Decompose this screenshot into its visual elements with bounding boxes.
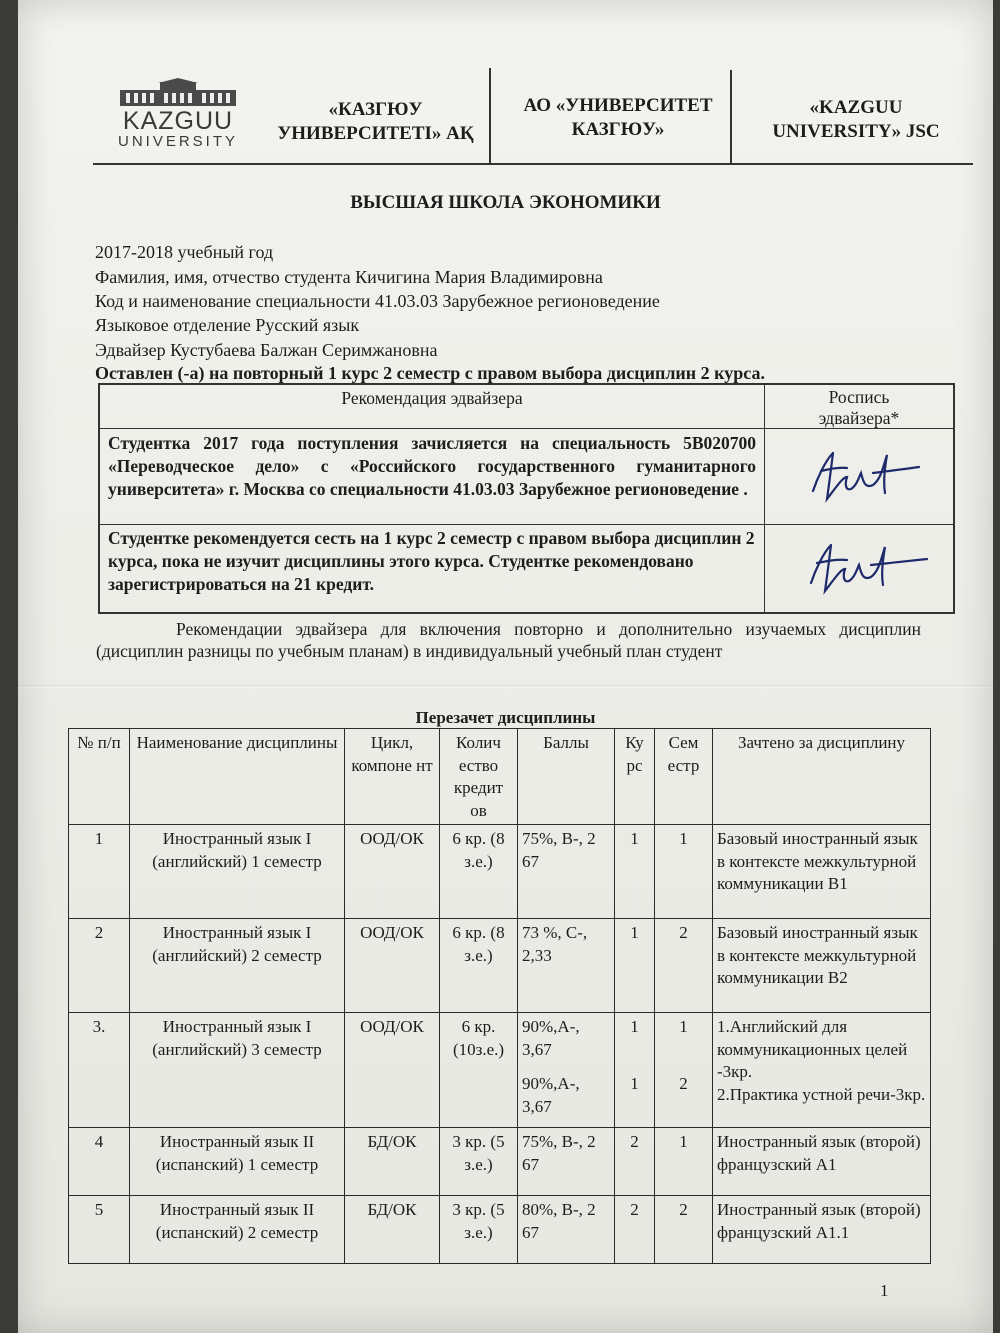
recommendation-paragraph	[96, 618, 921, 662]
row-credits: 6 кр. (8 з.е.)	[440, 825, 518, 919]
header-num: № п/п	[69, 729, 130, 825]
signature-icon	[781, 531, 941, 606]
row-credited: Базовый иностранный язык в контексте межкультурной коммуникации В1	[713, 825, 931, 919]
row-semester: 1	[655, 1128, 713, 1196]
signature-icon	[785, 441, 935, 511]
student-name: Фамилия, имя, отчество студента Кичигина Мария Владимировна	[95, 267, 603, 287]
advisor-signature-cell	[765, 525, 953, 612]
row-num: 1	[69, 825, 130, 919]
row-credited: Иностранный язык (второй) французский А1.1	[713, 1196, 931, 1264]
academic-year: 2017-2018 учебный год	[95, 242, 274, 262]
university-building-icon	[118, 78, 238, 108]
header-credited: Зачтено за дисциплину	[713, 729, 931, 825]
advisor-recommendation-2: Студентке рекомендуется сесть на 1 курс 2 семестр с правом выбора дисциплин 2 курса, пока не изучит дисциплины этого курса. Студентке рекомендовано зарегистрироваться на 21 кредит.	[100, 525, 765, 612]
row-cycle: ООД/ОК	[345, 919, 440, 1013]
header-divider	[730, 70, 732, 165]
page-number: 1	[880, 1281, 889, 1300]
row-score: 75%, В-, 2 67	[518, 825, 615, 919]
table-title: Перезачет дисциплины	[415, 708, 596, 727]
row-course: 1	[615, 919, 655, 1013]
header-cycle: Цикл, компоне нт	[345, 729, 440, 825]
header-semester: Сем естр	[655, 729, 713, 825]
header-rule	[93, 163, 973, 165]
credit-transfer-table	[68, 728, 931, 1264]
document-page	[18, 0, 993, 1333]
row-credits: 6 кр. (10з.е.)	[440, 1013, 518, 1128]
kazguu-logo	[98, 78, 258, 150]
row-credited-cell	[713, 1013, 931, 1128]
department: Языковое отделение Русский язык	[95, 315, 360, 335]
row-name: Иностранный язык I (английский) 3 семестр	[130, 1013, 345, 1128]
row-credits: 3 кр. (5 з.е.)	[440, 1128, 518, 1196]
row-semester-cell	[655, 1013, 713, 1128]
row-course: 2	[615, 1196, 655, 1264]
row-num: 2	[69, 919, 130, 1013]
row-credited-second: 2.Практика устной речи-3кр.	[717, 1084, 926, 1104]
table-row	[69, 1128, 931, 1196]
table-row	[69, 1013, 931, 1128]
specialty: Код и наименование специальности 41.03.03 Зарубежное регионоведение	[95, 291, 660, 311]
student-status: Оставлен (-а) на повторный 1 курс 2 семестр с правом выбора дисциплин 2 курса.	[95, 363, 765, 383]
table-row	[69, 1196, 931, 1264]
row-cycle: БД/ОК	[345, 1196, 440, 1264]
advisor-header-recommendation: Рекомендация эдвайзера	[100, 385, 765, 429]
advisor-table	[98, 383, 955, 614]
row-credited: Иностранный язык (второй) французский А1	[713, 1128, 931, 1196]
row-score: 80%, В-, 2 67	[518, 1196, 615, 1264]
logo-subtitle: UNIVERSITY	[117, 133, 238, 150]
row-score: 73 %, С-, 2,33	[518, 919, 615, 1013]
row-credited: 1.Английский для коммуникационных целей -3кр.	[717, 1017, 908, 1081]
row-course-cell	[615, 1013, 655, 1128]
table-row	[69, 825, 931, 919]
table-header-row	[69, 729, 931, 825]
row-semester-second: 2	[679, 1073, 688, 1093]
row-score: 90%,А-, 3,67	[522, 1017, 580, 1059]
row-semester: 2	[655, 1196, 713, 1264]
header-score: Баллы	[518, 729, 615, 825]
row-name: Иностранный язык II (испанский) 2 семестр	[130, 1196, 345, 1264]
row-cycle: ООД/ОК	[345, 1013, 440, 1128]
row-course: 2	[615, 1128, 655, 1196]
header-credits: Колич ество кредит ов	[440, 729, 518, 825]
row-num: 4	[69, 1128, 130, 1196]
table-row	[69, 919, 931, 1013]
paper-fold	[18, 685, 993, 688]
row-num: 3.	[69, 1013, 130, 1128]
row-cycle: БД/ОК	[345, 1128, 440, 1196]
row-num: 5	[69, 1196, 130, 1264]
row-semester: 1	[679, 1017, 688, 1036]
row-semester: 1	[655, 825, 713, 919]
header-name: Наименование дисциплины	[130, 729, 345, 825]
row-course: 1	[630, 1017, 639, 1036]
advisor-signature-cell	[765, 429, 953, 525]
advisor-header-signature: Роспись эдвайзера*	[765, 385, 953, 429]
row-course: 1	[615, 825, 655, 919]
row-credits: 3 кр. (5 з.е.)	[440, 1196, 518, 1264]
row-cycle: ООД/ОК	[345, 825, 440, 919]
header-divider	[489, 68, 491, 165]
page-title: ВЫСШАЯ ШКОЛА ЭКОНОМИКИ	[350, 192, 661, 213]
advisor-recommendation-1: Студентка 2017 года поступления зачисляется на специальность 5В020700 «Переводческое дело» с «Российского государственного гуманитарного университета» г. Москва со специальности 41.03.03 Зарубежное регионоведение .	[100, 429, 765, 525]
paragraph-text: Рекомендации эдвайзера для включения повторно и дополнительно изучаемых дисциплин (дисциплин разницы по учебным планам) в индивидуальный учебный план студент	[96, 619, 921, 661]
row-credits: 6 кр. (8 з.е.)	[440, 919, 518, 1013]
row-semester: 2	[655, 919, 713, 1013]
org-name-en: «KAZGUU UNIVERSITY» JSC	[772, 97, 940, 142]
row-score-cell	[518, 1013, 615, 1128]
row-name: Иностранный язык I (английский) 1 семестр	[130, 825, 345, 919]
org-name-ru: АО «УНИВЕРСИТЕТ КАЗГЮУ»	[523, 95, 713, 140]
row-name: Иностранный язык I (английский) 2 семестр	[130, 919, 345, 1013]
org-name-kz: «КАЗГЮУ УНИВЕРСИТЕТІ» АҚ	[277, 99, 474, 144]
row-score-second: 90%,А-, 3,67	[522, 1074, 580, 1116]
row-course-second: 1	[630, 1073, 639, 1093]
advisor-name: Эдвайзер Кустубаева Балжан Серимжановна	[95, 340, 438, 360]
logo-name: KAZGUU	[122, 107, 234, 135]
row-name: Иностранный язык II (испанский) 1 семестр	[130, 1128, 345, 1196]
row-score: 75%, В-, 2 67	[518, 1128, 615, 1196]
row-credited: Базовый иностранный язык в контексте межкультурной коммуникации В2	[713, 919, 931, 1013]
header-course: Ку рс	[615, 729, 655, 825]
